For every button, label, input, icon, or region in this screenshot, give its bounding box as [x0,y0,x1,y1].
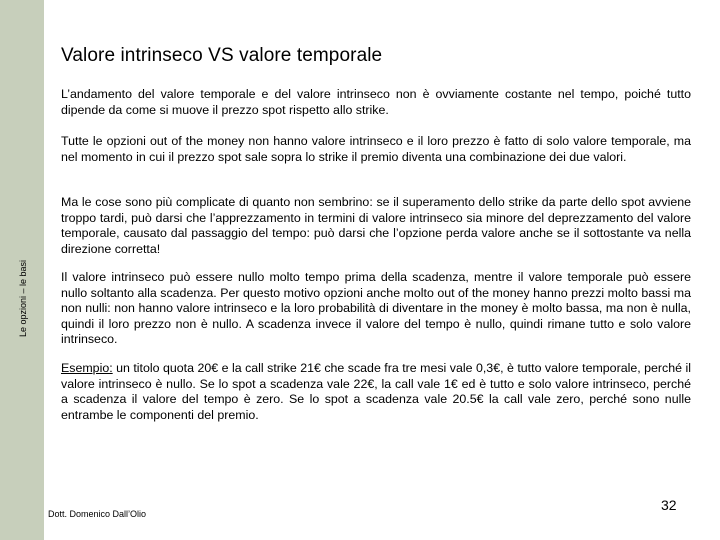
paragraph-3: Ma le cose sono più complicate di quanto non sembrino: se il superamento dello strike da parte dello spot avviene troppo tardi, può darsi che l’apprezzamento in termini di valore intrinseco sia minore del deprezzamento del valore temporale, causato dal passaggio del tempo: può darsi che l’opzione perda valore anche se il sottostante va nella direzione corretta! [61,195,691,256]
paragraph-1: L’andamento del valore temporale e del valore intrinseco non è ovviamente costante nel tempo, poiché tutto dipende da come si muove il prezzo spot rispetto allo strike. [61,87,691,117]
page-title: Valore intrinseco VS valore temporale [61,45,383,66]
footer-author: Dott. Domenico Dall’Olio [48,509,147,519]
section-label: Le opzioni – le basi [18,259,28,337]
paragraph-2: Tutte le opzioni out of the money non hanno valore intrinseco e il loro prezzo è fatto di solo valore temporale, ma nel momento in cui il prezzo spot sale sopra lo strike il premio diventa una combinazione dei due valori. [61,134,691,164]
page-number: 32 [661,497,677,513]
paragraph-4: Il valore intrinseco può essere nullo molto tempo prima della scadenza, mentre il valore temporale può essere nullo soltanto alla scadenza. Per questo motivo opzioni anche molto out of the money hanno prezzi molto bassi ma non nulli: non hanno valore intrinseco e la loro probabilità di diventare in the money è molto bassa, ma non è nulla, quindi il loro prezzo non è nullo. A scadenza invece il valore del tempo è nullo, quindi rimane tutto e solo valore intrinseco. [61,270,691,347]
example-text: un titolo quota 20€ e la call strike 21€ che scade fra tre mesi vale 0,3€, è tutto valore temporale, perché il valore intrinseco è nullo. Se lo spot a scadenza vale 22€, la call vale 1€ ed è tutto e solo valore intrinseco, perché a scadenza il valore del tempo è zero. Se lo spot a scadenza vale 20.5€ la call vale zero, perché sono nulle entrambe le componenti del premio. [61,361,691,422]
example-label: Esempio: [61,361,113,375]
sidebar-divider [44,0,48,540]
example-paragraph [61,361,691,423]
